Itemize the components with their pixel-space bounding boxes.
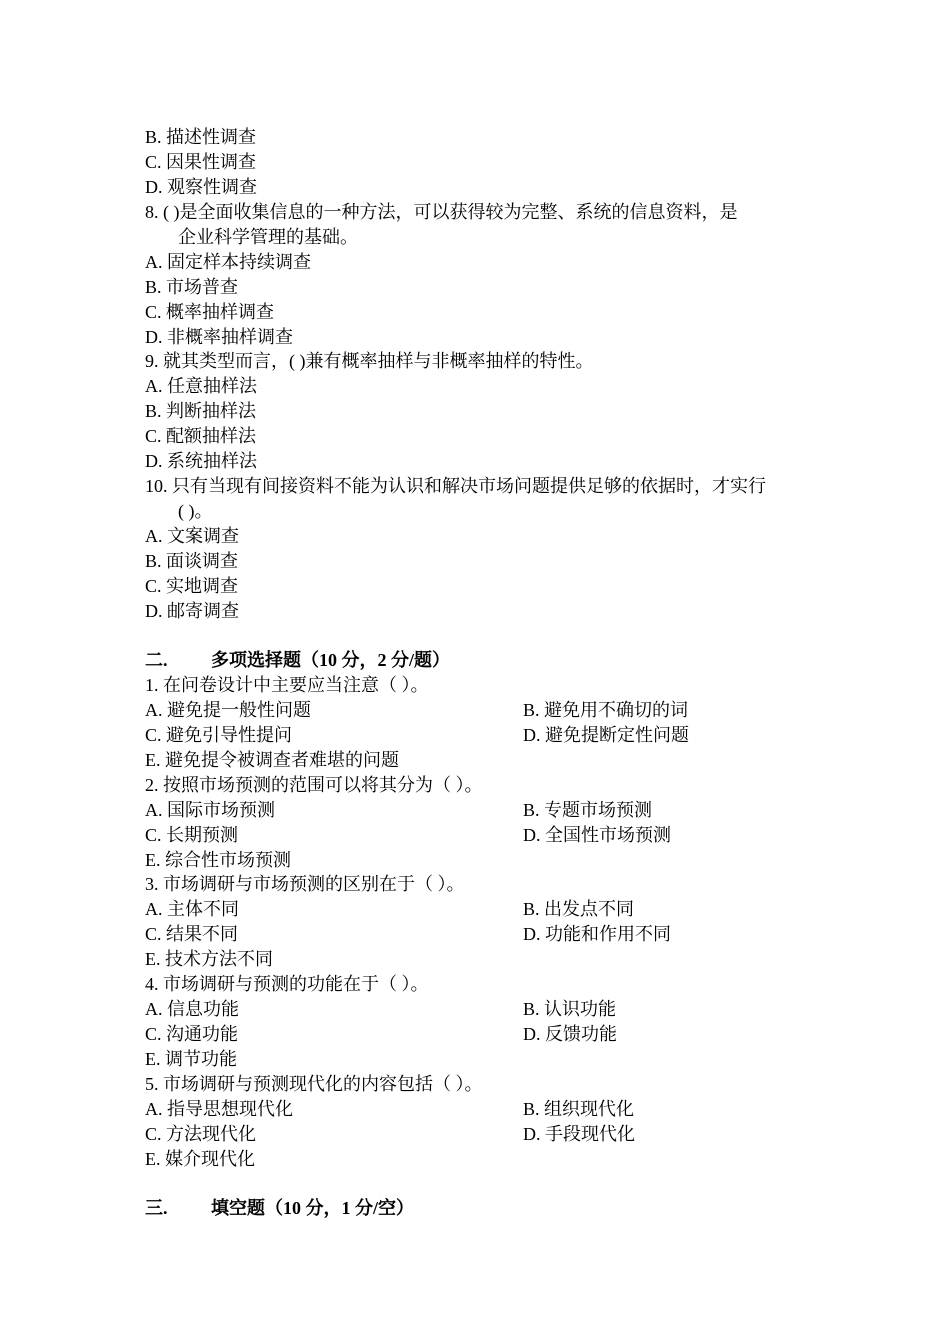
mq5-stem: 5. 市场调研与预测现代化的内容包括（ ）。 — [145, 1074, 483, 1094]
mq4-option-a: A. 信息功能 — [145, 999, 239, 1019]
mq2-stem: 2. 按照市场预测的范围可以将其分为（ ）。 — [145, 775, 483, 795]
mq4-options-row-1 — [145, 997, 617, 1022]
q9-option-b: B. 判断抽样法 — [145, 401, 257, 421]
mq5-options-row-2 — [145, 1122, 635, 1147]
mq5-option-c: C. 方法现代化 — [145, 1124, 257, 1144]
mq2-option-a: A. 国际市场预测 — [145, 800, 275, 820]
q8-stem-continued: 企业科学管理的基础。 — [178, 227, 358, 247]
mq1-option-e: E. 避免提令被调查者难堪的问题 — [145, 750, 399, 770]
mq3-option-b: B. 出发点不同 — [523, 899, 635, 919]
mq5-options-row-1 — [145, 1097, 635, 1122]
mq2-options-row-1 — [145, 798, 653, 823]
q10-stem-continued: ( )。 — [178, 501, 213, 521]
section-3-heading — [145, 1196, 414, 1221]
section-3-title: 填空题（10 分，1 分/空） — [211, 1198, 415, 1218]
mq2-option-b: B. 专题市场预测 — [523, 800, 653, 820]
mq2-option-d: D. 全国性市场预测 — [523, 825, 671, 845]
mq3-option-e: E. 技术方法不同 — [145, 949, 273, 969]
q7-option-d: D. 观察性调查 — [145, 177, 257, 197]
mq1-option-b: B. 避免用不确切的词 — [523, 700, 689, 720]
q9-option-a: A. 任意抽样法 — [145, 376, 257, 396]
q9-stem: 9. 就其类型而言，( )兼有概率抽样与非概率抽样的特性。 — [145, 351, 594, 371]
mq3-stem: 3. 市场调研与市场预测的区别在于（ ）。 — [145, 874, 465, 894]
q9-option-d: D. 系统抽样法 — [145, 451, 257, 471]
q9-option-c: C. 配额抽样法 — [145, 426, 257, 446]
q8-option-d: D. 非概率抽样调查 — [145, 327, 293, 347]
mq4-option-e: E. 调节功能 — [145, 1049, 237, 1069]
section-3-number: 三. — [145, 1198, 168, 1218]
q7-option-c: C. 因果性调查 — [145, 152, 257, 172]
mq5-option-e: E. 媒介现代化 — [145, 1149, 255, 1169]
mq4-option-d: D. 反馈功能 — [523, 1024, 617, 1044]
q8-option-a: A. 固定样本持续调查 — [145, 252, 311, 272]
mq2-options-row-2 — [145, 823, 671, 848]
mq5-option-a: A. 指导思想现代化 — [145, 1099, 293, 1119]
section-2-heading — [145, 648, 450, 673]
mq1-stem: 1. 在问卷设计中主要应当注意（ ）。 — [145, 675, 429, 695]
q8-stem: 8. ( )是全面收集信息的一种方法，可以获得较为完整、系统的信息资料，是 — [145, 202, 738, 222]
mq5-option-b: B. 组织现代化 — [523, 1099, 635, 1119]
mq4-stem: 4. 市场调研与预测的功能在于（ ）。 — [145, 974, 429, 994]
mq1-options-row-2 — [145, 723, 689, 748]
mq3-options-row-2 — [145, 922, 671, 947]
mq1-option-a: A. 避免提一般性问题 — [145, 700, 311, 720]
mq4-option-b: B. 认识功能 — [523, 999, 617, 1019]
mq1-options-row-1 — [145, 698, 689, 723]
mq4-options-row-2 — [145, 1022, 617, 1047]
q10-stem: 10. 只有当现有间接资料不能为认识和解决市场问题提供足够的依据时，才实行 — [145, 476, 766, 496]
q10-option-c: C. 实地调查 — [145, 576, 239, 596]
mq4-option-c: C. 沟通功能 — [145, 1024, 239, 1044]
mq2-option-c: C. 长期预测 — [145, 825, 239, 845]
section-2-number: 二. — [145, 650, 168, 670]
mq3-option-d: D. 功能和作用不同 — [523, 924, 671, 944]
mq5-option-d: D. 手段现代化 — [523, 1124, 635, 1144]
q10-option-a: A. 文案调查 — [145, 526, 239, 546]
mq1-option-c: C. 避免引导性提问 — [145, 725, 293, 745]
q8-option-b: B. 市场普查 — [145, 277, 239, 297]
q7-option-b: B. 描述性调查 — [145, 127, 257, 147]
mq1-option-d: D. 避免提断定性问题 — [523, 725, 689, 745]
q10-option-b: B. 面谈调查 — [145, 551, 239, 571]
mq3-option-a: A. 主体不同 — [145, 899, 239, 919]
mq3-options-row-1 — [145, 897, 635, 922]
mq3-option-c: C. 结果不同 — [145, 924, 239, 944]
q8-option-c: C. 概率抽样调查 — [145, 302, 275, 322]
mq2-option-e: E. 综合性市场预测 — [145, 850, 291, 870]
section-2-title: 多项选择题（10 分，2 分/题） — [211, 650, 450, 670]
q10-option-d: D. 邮寄调查 — [145, 601, 239, 621]
